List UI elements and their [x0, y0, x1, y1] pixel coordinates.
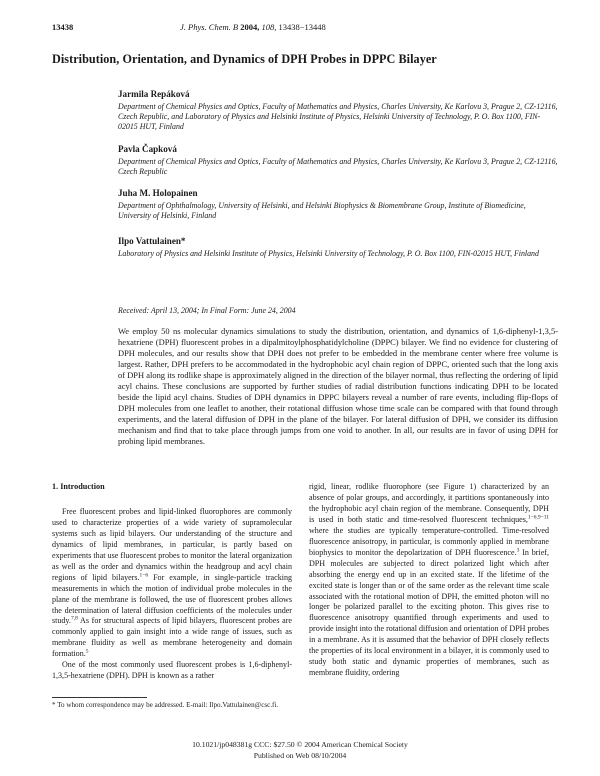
- left-column: [52, 482, 292, 682]
- author-name: Ilpo Vattulainen*: [118, 236, 186, 246]
- article-title: Distribution, Orientation, and Dynamics of DPH Probes in DPPC Bilayer: [52, 52, 437, 66]
- intro-paragraph: Free fluorescent probes and lipid-linked fluorophores are commonly used to characterize properties of a wide variety of supramolecular systems such as lipid bilayers. Our understanding of the structure and dynamics of lipid membranes, in particular, is partly based on experiments that use fluorescent probes to monitor the lateral organization as well as the order and dynamics within the headgroup and acyl chain regions of lipid bilayers.$^{1-6}$ For example, in single-particle tracking measurements in which the motion of individual probe molecules in the plane of the membrane is followed, the use of fluorescent probes allows the determination of lateral diffusion coefficients of the molecules under study.$^{7,8}$ As for structural aspects of lipid bilayers, fluorescent probes are commonly applied to gain insight into a wide range of issues, such as membrane fluidity as well as membrane heterogeneity and domain formation.$^5$: [52, 506, 293, 659]
- body-paragraph: rigid, linear, rodlike fluorophore (see Figure 1) characterized by an absence of polar groups, and accordingly, it partitions spontaneously into the hydrophobic acyl chain region of the membrane. Consequently, DPH is used in both static and time-resolved fluorescent techniques,$^{1-6,9-11}$ where the studies are typically temperature-controlled. Time-resolved fluorescence anisotropy, in particular, is commonly applied in membrane biophysics to monitor the depolarization of DPH fluorescence.$^3$ In brief, DPH molecules are subjected to direct polarized light which after absorbing the energy end up in an excited state. If the lifetime of the excited state is longer than or of the same order as the relevant time scale associated with the rotational motion of DPH, the emitted photon will no longer be polarized parallel to the exciting photon. This gives rise to fluorescence anisotropy quantified through experiments and used to provide insight into the rotational diffusion and orientation of DPH probes in a membrane. As it is assumed that the behavior of DPH closely reflects the properties of its local environment in a bilayer, it is commonly used to study both static and dynamic properties of membranes, such as membrane fluidity, ordering: [309, 482, 549, 678]
- journal-volume: 108,: [261, 22, 277, 32]
- footer-published: Published on Web 08/10/2004: [253, 751, 347, 760]
- citation: 1−6,9−11: [527, 514, 549, 521]
- author-affiliation: Department of Ophthalmology, University of Helsinki, and Helsinki Biophysics & Biomembrane Group, Institute of Biomedicine, University of Helsinki, Finland: [118, 201, 526, 221]
- abstract: We employ 50 ns molecular dynamics simulations to study the distribution, orientation, and dynamics of 1,6-diphenyl-1,3,5-hexatriene (DPH) fluorescent probes in a dipalmitoylphosphatidylcholine (DPPC) bilayer. We find no evidence for clustering of DPH molecules, and our results show that DPH does not prefer to be embedded in the membrane center where free volume is largest. Rather, DPH prefers to be accommodated in the hydrophobic acyl chain region of DPPC, oriented such that the long axis of DPH along its rodlike shape is approximately aligned in the direction of the bilayer normal, thus reflecting the ordering of lipid acyl chains. These conclusions are supported by further studies of radial distribution functions indicating DPH to be located beside the lipid acyl chains. Studies of DPH dynamics in DPPC bilayers reveal a number of rare events, including flip-flops of DPH molecules from one leaflet to another, their rotational diffusion whose time scale can be compared with that found through experiments, and the lateral diffusion of DPH in the plane of the bilayer. For lateral diffusion of DPH, we consider its diffusion mechanism and find that to take place through jumps from one void to another. In all, our results are in favor of using DPH for probing lipid membranes.: [118, 326, 558, 446]
- author-name: Juha M. Holopainen: [118, 188, 198, 198]
- journal-name: J. Phys. Chem. B: [180, 22, 239, 32]
- citation: 3: [516, 547, 520, 554]
- citation: 5: [85, 648, 89, 655]
- author-affiliation: Department of Chemical Physics and Optics, Faculty of Mathematics and Physics, Charles University, Ke Karlovu 3, Prague 2, CZ-12116, Czech Republic: [118, 157, 558, 177]
- footer-doi: 10.1021/jp048381g CCC: $27.50 © 2004 American Chemical Society: [192, 740, 408, 749]
- right-column: [309, 482, 549, 679]
- intro-paragraph: One of the most commonly used fluorescent probes is 1,6-diphenyl-1,3,5-hexatriene (DPH). DPH is known as a rather: [52, 660, 292, 681]
- section-heading: 1. Introduction: [52, 482, 105, 491]
- journal-citation: [180, 22, 326, 32]
- author-affiliation: Laboratory of Physics and Helsinki Institute of Physics, Helsinki University of Technology, P. O. Box 1100, FIN-02015 HUT, Finland: [118, 249, 539, 258]
- author-name: Pavla Čapková: [118, 144, 177, 154]
- journal-pages: 13438−13448: [278, 22, 326, 32]
- footnote-divider: [52, 697, 147, 698]
- author-affiliation: Department of Chemical Physics and Optics, Faculty of Mathematics and Physics, Charles University, Ke Karlovu 3, Prague 2, CZ-12116, Czech Republic, and Laboratory of Physics and Helsinki Institute of Physics, Helsinki University of Technology, P. O. Box 1100, FIN-02015 HUT, Finland: [118, 102, 558, 132]
- received-dates: Received: April 13, 2004; In Final Form: June 24, 2004: [118, 306, 296, 315]
- citation: 1−6: [139, 572, 149, 578]
- correspondence-footnote: * To whom correspondence may be addressed. E-mail: Ilpo.Vattulainen@csc.fi.: [52, 701, 279, 709]
- author-name: Jarmila Repáková: [118, 89, 190, 99]
- page-number: 13438: [52, 22, 74, 32]
- journal-year: 2004,: [240, 22, 260, 32]
- citation: 7,8: [70, 615, 78, 622]
